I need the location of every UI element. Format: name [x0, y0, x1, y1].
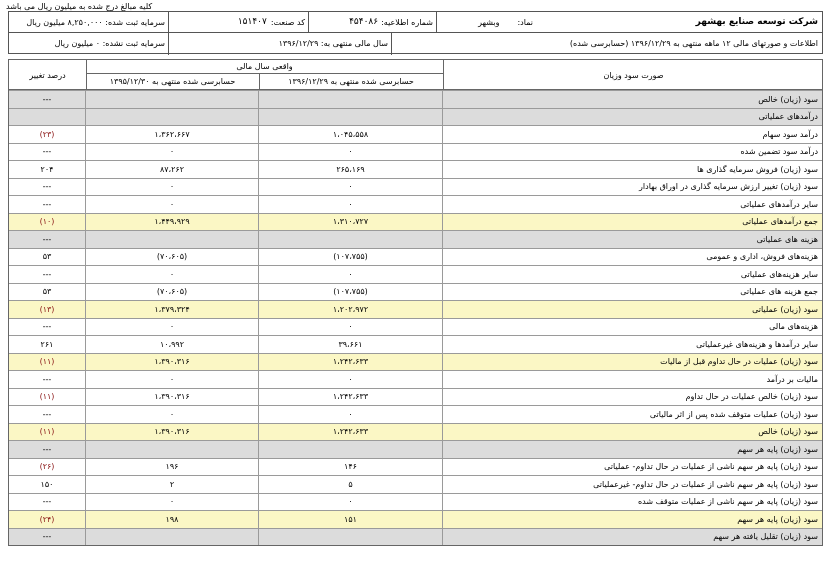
row-label-cell: سود (زیان) تغییر ارزش سرمایه گذاری در اوراق بهادار [639, 182, 818, 192]
table-row [9, 335, 822, 353]
prior-year-value-cell: ۸۷،۲۶۲ [86, 161, 259, 178]
current-year-value-cell: ۰ [259, 266, 443, 283]
prior-year-value-cell [86, 529, 259, 546]
current-year-value-cell: ۰ [259, 144, 443, 161]
table-row [9, 265, 822, 283]
current-year-value-cell: (۱۰۷،۷۵۵) [259, 249, 443, 266]
header-divider [259, 73, 260, 90]
table-body [8, 89, 823, 546]
row-label-cell: سود (زیان) پایه هر سهم ناشی از عملیات در حال تداوم- غیرعملیاتی [593, 479, 818, 489]
row-label-cell: درآمد سود سهام [762, 129, 818, 139]
change-percent-cell: --- [9, 231, 86, 248]
prior-year-value-cell: ۱،۳۶۲،۶۶۷ [86, 126, 259, 143]
amounts-unit-note: کلیه مبالغ درج شده به میلیون ریال می باشد [6, 2, 153, 11]
current-year-value-cell: ۱،۰۴۵،۵۵۸ [259, 126, 443, 143]
change-percent-cell: --- [9, 266, 86, 283]
prior-year-value-cell: (۷۰،۶۰۵) [86, 249, 259, 266]
table-row [9, 125, 822, 143]
change-percent-cell: ۱۵۰ [9, 476, 86, 493]
change-percent-cell: (۲۶) [9, 459, 86, 476]
table-row [9, 528, 822, 546]
table-row [9, 388, 822, 406]
table-row [9, 283, 822, 301]
change-percent-cell: --- [9, 371, 86, 388]
prior-year-value-cell [86, 109, 259, 126]
col-header-current: حسابرسی شده منتهی به ۱۳۹۶/۱۲/۲۹ [288, 77, 414, 86]
row-label-cell: سود (زیان) پایه هر سهم [737, 514, 818, 524]
row-label-cell: هزینه‌های فروش، اداری و عمومی [706, 252, 818, 262]
unregistered-capital: سرمایه ثبت نشده: ۰ میلیون ریال [54, 39, 165, 48]
prior-year-value-cell: ۱۹۸ [86, 511, 259, 528]
table-header [8, 59, 823, 89]
row-label-cell: سود (زیان) پایه هر سهم ناشی از عملیات در حال تداوم- عملیاتی [604, 462, 818, 472]
change-percent-cell: ۵۳ [9, 284, 86, 301]
row-label-cell: هزینه های عملیاتی [756, 234, 818, 244]
prior-year-value-cell: ۱،۴۴۹،۹۲۹ [86, 214, 259, 231]
table-row [9, 370, 822, 388]
row-label-cell: سود (زیان) خالص [758, 427, 818, 437]
table-row [9, 230, 822, 248]
change-percent-cell: (۱۱) [9, 389, 86, 406]
change-percent-cell: (۱۰) [9, 214, 86, 231]
prior-year-value-cell: ۲ [86, 476, 259, 493]
current-year-value-cell: ۲۶۵،۱۶۹ [259, 161, 443, 178]
prior-year-value-cell: ۱،۳۹۰،۳۱۶ [86, 424, 259, 441]
change-percent-cell: --- [9, 144, 86, 161]
prior-year-value-cell: ۱۹۶ [86, 459, 259, 476]
header-divider [308, 12, 309, 33]
current-year-value-cell: ۱۴۶ [259, 459, 443, 476]
table-row [9, 213, 822, 231]
row-label-cell: سود (زیان) خالص عملیات در حال تداوم [685, 392, 818, 402]
current-year-value-cell: (۱۰۷،۷۵۵) [259, 284, 443, 301]
current-year-value-cell: ۱،۲۴۲،۶۳۳ [259, 424, 443, 441]
change-percent-cell: --- [9, 179, 86, 196]
current-year-value-cell: ۱،۲۰۲،۹۷۲ [259, 301, 443, 318]
report-header [8, 11, 823, 54]
table-row [9, 475, 822, 493]
symbol-cell [437, 12, 537, 32]
change-percent-cell: --- [9, 91, 86, 108]
header-divider [391, 33, 392, 55]
col-header-prior: حسابرسی شده منتهی به ۱۳۹۵/۱۲/۳۰ [109, 77, 236, 86]
report-description: اطلاعات و صورتهای مالی ۱۲ ماهه منتهی به ۱۳۹۶/۱۲/۲۹ (حسابرسی شده) [569, 39, 818, 48]
industry-code-value: ۱۵۱۴۰۷ [237, 17, 267, 27]
change-percent-cell: --- [9, 441, 86, 458]
header-divider [436, 12, 437, 33]
current-year-value-cell: ۰ [259, 494, 443, 511]
symbol-label: نماد: [517, 17, 533, 27]
industry-code-cell [169, 12, 309, 32]
notice-cell [309, 12, 437, 32]
col-header-item: صورت سود وزیان [603, 70, 664, 80]
prior-year-value-cell: ۰ [86, 179, 259, 196]
prior-year-value-cell [86, 441, 259, 458]
prior-year-value-cell: ۰ [86, 196, 259, 213]
fiscal-year-end: سال مالی منتهی به: ۱۳۹۶/۱۲/۲۹ [278, 39, 388, 48]
row-label-cell: سود (زیان) تقلیل یافته هر سهم [713, 532, 818, 542]
row-label-cell: سایر درآمدها و هزینه‌های غیرعملیاتی [696, 339, 818, 349]
current-year-value-cell: ۱۵۱ [259, 511, 443, 528]
table-row [9, 405, 822, 423]
table-row [9, 108, 822, 126]
change-percent-cell: --- [9, 196, 86, 213]
prior-year-value-cell: ۱۰،۹۹۲ [86, 336, 259, 353]
header-row-1 [9, 12, 822, 33]
change-percent-cell: (۱۱) [9, 354, 86, 371]
current-year-value-cell: ۰ [259, 196, 443, 213]
industry-code-label: کد صنعت: [270, 17, 305, 27]
row-label-cell: سود (زیان) فروش سرمایه گذاری ها [697, 164, 818, 174]
row-label-cell: درآمدهای عملیاتی [758, 112, 818, 122]
table-row [9, 353, 822, 371]
prior-year-value-cell: ۰ [86, 371, 259, 388]
table-row [9, 493, 822, 511]
row-label-cell: هزینه‌های مالی [769, 322, 818, 332]
current-year-value-cell [259, 441, 443, 458]
change-percent-cell: (۱۳) [9, 301, 86, 318]
row-label-cell: سود (زیان) پایه هر سهم [737, 444, 818, 454]
symbol-value: وبشهر [478, 17, 500, 27]
current-year-value-cell: ۰ [259, 319, 443, 336]
current-year-value-cell: ۵ [259, 476, 443, 493]
table-row [9, 423, 822, 441]
table-row [9, 440, 822, 458]
table-row [9, 300, 822, 318]
current-year-value-cell: ۱،۲۴۲،۶۳۳ [259, 354, 443, 371]
change-percent-cell: ۵۳ [9, 249, 86, 266]
current-year-value-cell [259, 91, 443, 108]
notice-label: شماره اطلاعیه: [381, 17, 433, 27]
table-row [9, 248, 822, 266]
current-year-value-cell [259, 109, 443, 126]
change-percent-cell: (۲۳) [9, 126, 86, 143]
prior-year-value-cell [86, 91, 259, 108]
company-name: شرکت توسعه صنایع بهشهر [695, 17, 818, 27]
col-header-actual: واقعی سال مالی [236, 62, 293, 71]
table-row [9, 195, 822, 213]
row-label-cell: مالیات بر درآمد [766, 374, 818, 384]
header-divider [443, 60, 444, 90]
table-row [9, 160, 822, 178]
change-percent-cell: --- [9, 406, 86, 423]
row-label-cell: سود (زیان) عملیاتی [752, 304, 818, 314]
row-label-cell: سود (زیان) پایه هر سهم ناشی از عملیات متوقف شده [637, 497, 818, 507]
current-year-value-cell: ۱،۲۴۲،۶۳۳ [259, 389, 443, 406]
row-label-cell: جمع هزینه های عملیاتی [740, 287, 818, 297]
current-year-value-cell: ۳۹،۶۶۱ [259, 336, 443, 353]
row-label-cell: سود (زیان) عملیات در حال تداوم قبل از مالیات [660, 357, 818, 367]
notice-value: ۴۵۴۰۸۶ [349, 17, 379, 27]
row-label-cell: سایر درآمدهای عملیاتی [740, 199, 818, 209]
current-year-value-cell [259, 529, 443, 546]
header-divider [86, 60, 87, 90]
change-percent-cell: (۲۴) [9, 511, 86, 528]
header-divider [168, 12, 169, 55]
current-year-value-cell: ۰ [259, 371, 443, 388]
prior-year-value-cell: ۰ [86, 406, 259, 423]
header-row-2 [9, 33, 822, 54]
prior-year-value-cell: ۰ [86, 144, 259, 161]
prior-year-value-cell: ۰ [86, 494, 259, 511]
prior-year-value-cell: ۰ [86, 319, 259, 336]
income-statement-table [8, 59, 823, 546]
change-percent-cell: ۲۶۱ [9, 336, 86, 353]
table-row [9, 143, 822, 161]
row-label-cell: درآمد سود تضمین شده [740, 147, 818, 157]
table-row [9, 90, 822, 108]
current-year-value-cell: ۰ [259, 406, 443, 423]
table-row [9, 318, 822, 336]
table-row [9, 458, 822, 476]
change-percent-cell: ۲۰۴ [9, 161, 86, 178]
change-percent-cell: --- [9, 529, 86, 546]
current-year-value-cell: ۰ [259, 179, 443, 196]
header-divider [86, 73, 443, 74]
prior-year-value-cell: ۱،۳۹۰،۳۱۶ [86, 354, 259, 371]
current-year-value-cell [259, 231, 443, 248]
current-year-value-cell: ۱،۳۱۰،۷۲۷ [259, 214, 443, 231]
change-percent-cell: (۱۱) [9, 424, 86, 441]
prior-year-value-cell: ۱،۳۹۰،۳۱۶ [86, 389, 259, 406]
row-label-cell: جمع درآمدهای عملیاتی [742, 217, 818, 227]
col-header-change: درصد تغییر [29, 70, 66, 80]
table-row [9, 178, 822, 196]
prior-year-value-cell [86, 231, 259, 248]
row-label-cell: سود (زیان) عملیات متوقف شده پس از اثر مالیاتی [649, 409, 818, 419]
change-percent-cell: --- [9, 319, 86, 336]
change-percent-cell [9, 109, 86, 126]
prior-year-value-cell: ۱،۳۷۹،۳۲۴ [86, 301, 259, 318]
prior-year-value-cell: (۷۰،۶۰۵) [86, 284, 259, 301]
row-label-cell: سود (زیان) خالص [758, 94, 818, 104]
table-row [9, 510, 822, 528]
registered-capital: سرمایه ثبت شده: ۸,۲۵۰,۰۰۰ میلیون ریال [26, 17, 165, 27]
change-percent-cell: --- [9, 494, 86, 511]
row-label-cell: سایر هزینه‌های عملیاتی [740, 269, 818, 279]
prior-year-value-cell: ۰ [86, 266, 259, 283]
